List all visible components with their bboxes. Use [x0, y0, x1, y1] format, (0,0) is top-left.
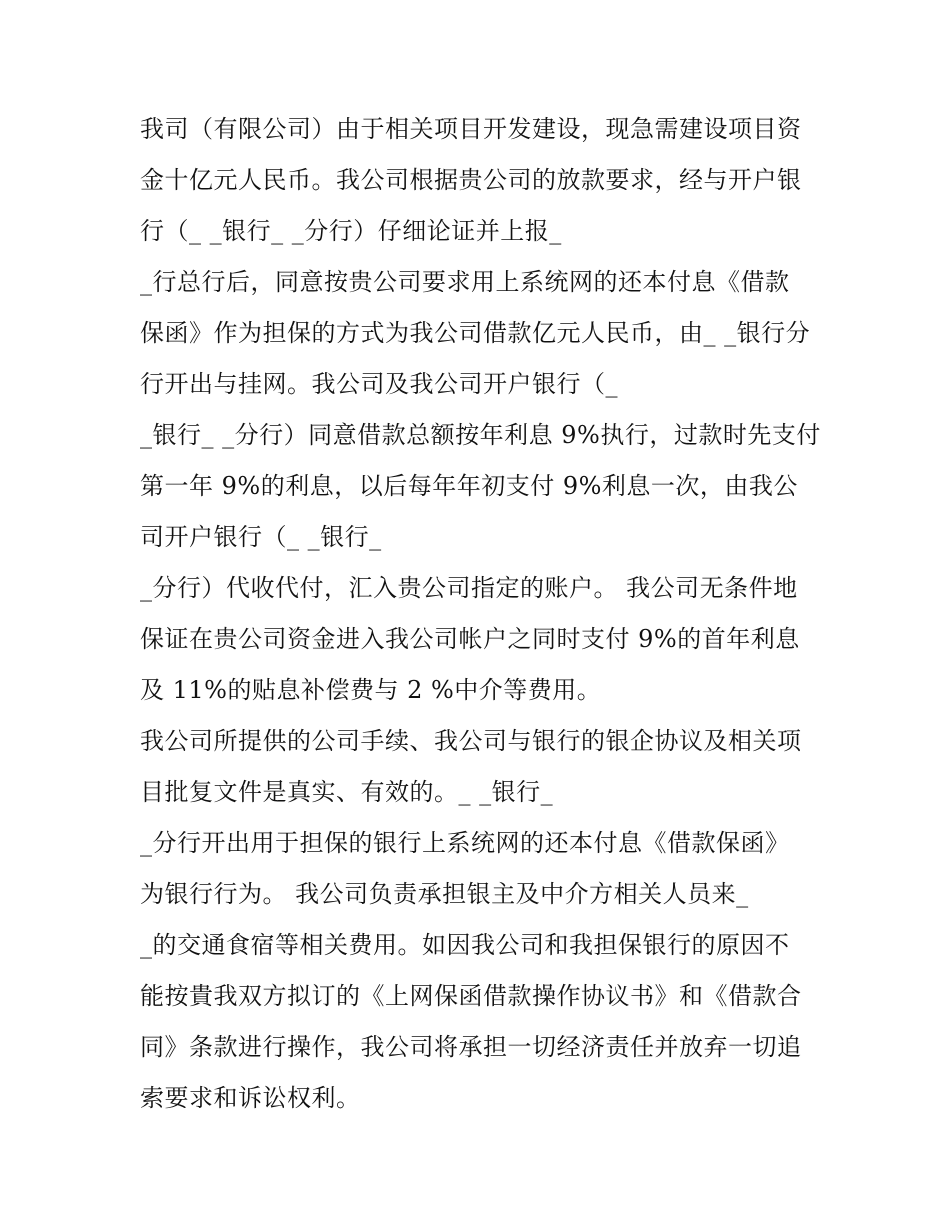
text-line: 金十亿元人民币。我公司根据贵公司的放款要求，经与开户银: [140, 166, 802, 194]
text-line: 能按貴我双方拟订的《上网保函借款操作协议书》和《借款合: [140, 982, 802, 1010]
body-text: [140, 104, 830, 1124]
text-line: 行（_ _银行_ _分行）仔细论证并上报_: [140, 217, 562, 245]
text-line: 司开户银行（_ _银行_: [140, 523, 382, 551]
text-line: 我司（有限公司）由于相关项目开发建设，现急需建设项目资: [140, 115, 802, 143]
text-line: 保函》作为担保的方式为我公司借款亿元人民币，由_ _银行分: [140, 319, 811, 347]
text-line: _行总行后，同意按贵公司要求用上系统网的还本付息《借款: [140, 268, 790, 296]
text-line: _的交通食宿等相关费用。如因我公司和我担保银行的原因不: [140, 931, 790, 959]
text-line: 同》条款进行操作，我公司将承担一切经济责任并放弃一切追: [140, 1033, 802, 1061]
text-line: _分行）代收代付，汇入贵公司指定的账户。 我公司无条件地: [140, 574, 798, 602]
text-line: _银行_ _分行）同意借款总额按年利息 9%执行，过款时先支付: [140, 421, 821, 449]
text-line: 保证在贵公司资金进入我公司帐户之同时支付 9%的首年利息: [140, 625, 800, 653]
text-line: 为银行行为。 我公司负责承担银主及中介方相关人员来_: [140, 880, 749, 908]
text-line: 行开出与挂网。我公司及我公司开户银行（_: [140, 370, 618, 398]
text-line: 索要求和诉讼权利。: [140, 1084, 361, 1112]
text-line: _分行开出用于担保的银行上系统网的还本付息《借款保函》: [140, 829, 790, 857]
text-line: 及 11%的贴息补偿费与 2 %中介等费用。: [140, 676, 602, 704]
text-line: 我公司所提供的公司手续、我公司与银行的银企协议及相关项: [140, 727, 802, 755]
text-line: 第一年 9%的利息，以后每年年初支付 9%利息一次，由我公: [140, 472, 798, 500]
text-line: 目批复文件是真实、有效的。_ _银行_: [140, 778, 554, 806]
